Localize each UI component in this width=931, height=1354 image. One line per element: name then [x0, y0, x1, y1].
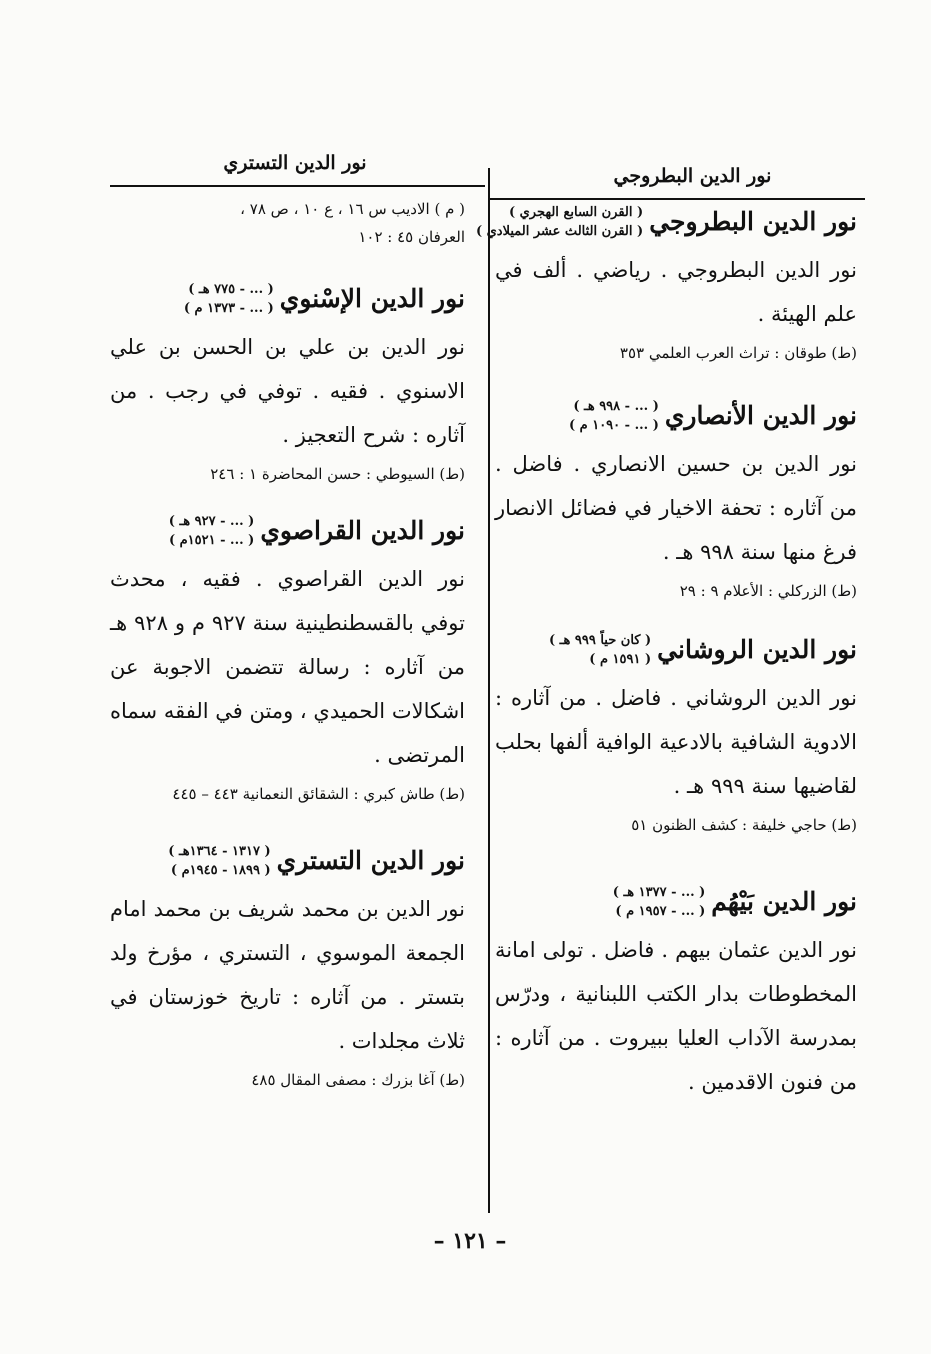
- entry-heading: [495, 628, 857, 672]
- date-gregorian: ( ... - ١٥٢١م ): [168, 533, 255, 548]
- entry-source: (ط) السيوطي : حسن المحاضرة ١ : ٢٤٦: [210, 465, 465, 483]
- entry-dates: [569, 397, 659, 435]
- entry-name: نور الدين البطروجي: [649, 207, 857, 236]
- entry-source: (ط) آغا بزرك : مصفى المقال ٤٨٥: [251, 1071, 465, 1089]
- entry-alqarasawi: [110, 509, 465, 809]
- column-divider: [488, 168, 490, 1213]
- entry-dates: [613, 883, 706, 921]
- entry-name: نور الدين بَيْهُم: [711, 887, 857, 916]
- entry-name: نور الدين التستري: [276, 846, 465, 875]
- date-gregorian: ( ... - ١٣٧٣ م ): [183, 301, 274, 316]
- running-header-right: نور الدين البطروجي: [613, 165, 772, 187]
- date-hijri: ( ... - ٧٧٥ هـ ): [188, 282, 274, 297]
- entry-dates: [549, 631, 651, 669]
- citation-line: العرفان ٤٥ : ١٠٢: [358, 228, 465, 246]
- entry-heading: [495, 880, 857, 924]
- date-gregorian: ( ... - ١٩٥٧ م ): [615, 904, 706, 919]
- entry-name: نور الدين الإسْنوي: [279, 284, 465, 313]
- header-rule-left: [110, 185, 485, 187]
- entry-source: (ط) الزركلي : الأعلام ٩ : ٢٩: [679, 582, 857, 600]
- entry-dates: [184, 280, 274, 318]
- date-hijri: ( ... - ٩٢٧ هـ ): [168, 514, 255, 529]
- entry-dates: [169, 512, 255, 550]
- entry-body: نور الدين عثمان بيهم . فاضل . تولى امانة المخطوطات بدار الكتب اللبنانية ، ودرّس بمدرسة الآداب العليا ببيروت . من آثاره : من فنون الاقدمين .: [495, 938, 857, 1094]
- page-number: – ١٢١ –: [433, 1228, 507, 1254]
- entry-body: نور الدين القراصوي . فقيه ، محدث توفي بالقسطنطينية سنة ٩٢٧ م و ٩٢٨ هـ من آثاره : رسالة تتضمن الاجوبة عن اشكالات الحميدي ، ومتن في الفقه سماه المرتضى .: [110, 567, 465, 767]
- entry-body: نور الدين بن حسين الانصاري . فاضل . من آثاره : تحفة الاخيار في فضائل الانصار فرغ منها سنة ٩٩٨ هـ .: [495, 452, 857, 564]
- entry-name: نور الدين الروشاني: [657, 635, 857, 664]
- entry-body: نور الدين بن علي بن الحسن بن علي الاسنوي . فقيه . توفي في رجب . من آثاره : شرح التعجيز .: [110, 335, 465, 447]
- entry-heading: [110, 277, 465, 321]
- entry-heading: [475, 200, 857, 244]
- entry-source: (ط) حاجي خليفة : كشف الظنون ٥١: [631, 816, 857, 834]
- entry-body: نور الدين البطروجي . رياضي . ألف في علم الهيئة .: [495, 258, 857, 326]
- entry-dates: [476, 203, 643, 241]
- entry-albatruji: [475, 200, 857, 368]
- right-column: [475, 200, 857, 1118]
- date-gregorian: ( القرن الثالث عشر الميلادي ): [475, 224, 644, 239]
- entry-source: (ط) طاش كبري : الشقائق النعمانية ٤٤٣ – ٤٤٥: [172, 785, 465, 803]
- date-gregorian: ( ... - ١٠٩٠ م ): [568, 418, 659, 433]
- date-hijri: ( القرن السابع الهجري ): [508, 205, 644, 220]
- entry-alrushani: [495, 628, 857, 840]
- entry-heading: [110, 839, 465, 883]
- left-column: [110, 195, 465, 1109]
- entry-bayhum: [495, 880, 857, 1104]
- entry-altustari: [110, 839, 465, 1095]
- date-hijri: ( ... - ٩٩٨ هـ ): [573, 399, 659, 414]
- entry-alansari: [495, 394, 857, 606]
- citation-line: ( م ) الاديب س ١٦ ، ع ١٠ ، ص ٧٨ ،: [240, 200, 465, 218]
- continued-citation: [110, 195, 465, 251]
- date-hijri: ( ١٣١٧ - ١٣٦٤هـ ): [168, 844, 271, 859]
- date-gregorian: ( ١٥٩١ م ): [589, 652, 652, 667]
- entry-heading: [110, 509, 465, 553]
- entry-name: نور الدين الأنصاري: [664, 401, 857, 430]
- date-hijri: ( كان حياً ٩٩٩ هـ ): [548, 633, 652, 648]
- entry-heading: [495, 394, 857, 438]
- entry-body: نور الدين بن محمد شريف بن محمد امام الجمعة الموسوي ، التستري ، مؤرخ ولد بتستر . من آثاره : تاريخ خوزستان في ثلاث مجلدات .: [110, 897, 465, 1053]
- entry-source: (ط) طوقان : تراث العرب العلمي ٣٥٣: [619, 344, 857, 362]
- entry-dates: [168, 842, 270, 880]
- date-hijri: ( ... - ١٣٧٧ هـ ): [612, 885, 706, 900]
- running-header-left: نور الدين التستري: [223, 152, 367, 174]
- entry-name: نور الدين القراصوي: [260, 516, 465, 545]
- entry-body: نور الدين الروشاني . فاضل . من آثاره : الادوية الشافية بالادعية الوافية ألفها بحلب لقاضيها سنة ٩٩٩ هـ .: [495, 686, 857, 798]
- entry-alisnawi: [110, 277, 465, 489]
- date-gregorian: ( ١٨٩٩ - ١٩٤٥م ): [170, 863, 271, 878]
